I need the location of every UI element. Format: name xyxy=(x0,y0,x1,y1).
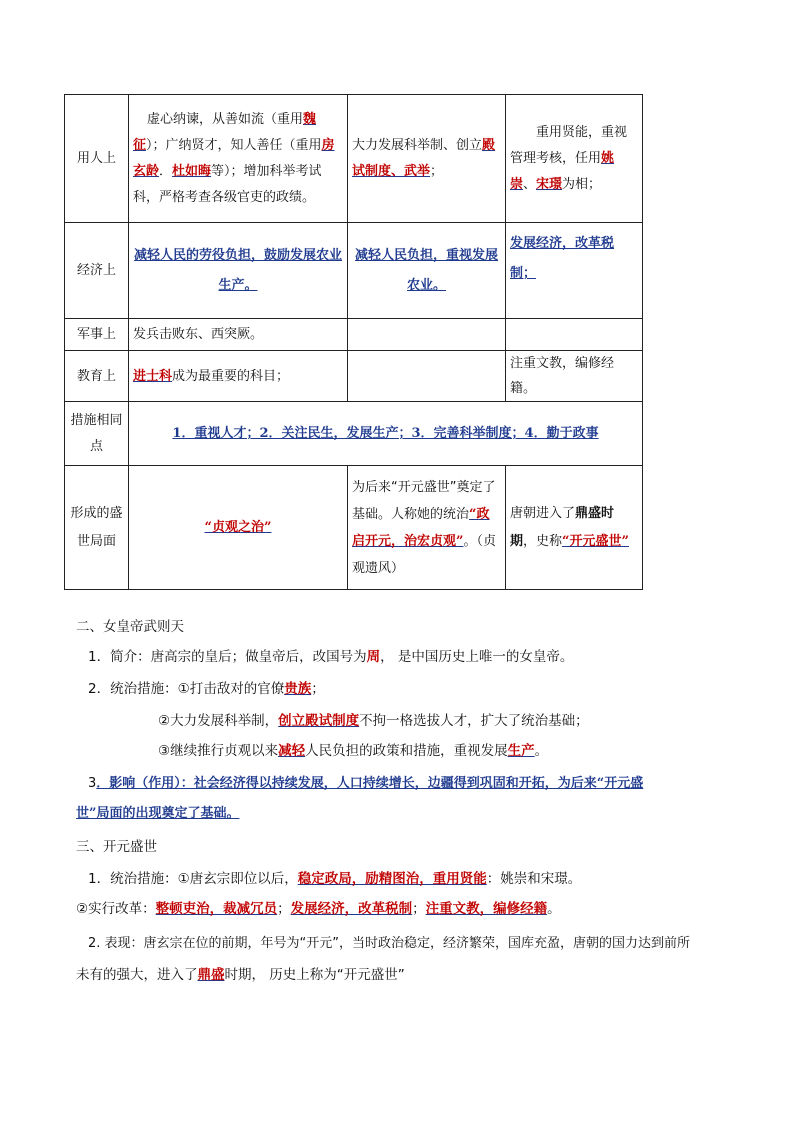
cell-xuanzong-prosperity: 唐朝进入了鼎盛时期，史称“开元盛世” xyxy=(506,466,643,590)
paragraph: 世”局面的出现奠定了基础。 xyxy=(76,806,240,821)
row-head-education: 教育上 xyxy=(65,351,129,402)
highlight-dianshi: 殿试制度、武举 xyxy=(352,137,496,179)
highlight-songjing: 宋璟 xyxy=(536,176,563,192)
cell-taizong-military: 发兵击败东、西突厥。 xyxy=(129,319,348,351)
section-title: 三、开元盛世 xyxy=(76,839,157,855)
paragraph: 2．统治措施：①打击敌对的官僚贵族； xyxy=(88,681,325,697)
table-row xyxy=(65,466,643,590)
paragraph: ②实行改革：整顿吏治，裁减冗员；发展经济，改革税制；注重文教，编修经籍。 xyxy=(76,901,561,917)
cell-xuanzong-military xyxy=(506,319,643,351)
paragraph: 1．简介：唐高宗的皇后；做皇帝后，改国号为周， 是中国历史上唯一的女皇帝。 xyxy=(88,649,574,665)
cell-wuzetian-military xyxy=(348,319,506,351)
cell-xuanzong-economy: 发展经济，改革税制； xyxy=(506,223,643,319)
cell-common-measures: 1．重视人才；2．关注民生，发展生产；3．完善科举制度；4．勤于政事 xyxy=(129,402,643,466)
cell-wuzetian-economy: 减轻人民负担，重视发展农业。 xyxy=(348,223,506,319)
row-head-common-measures: 措施相同点 xyxy=(65,402,129,466)
table-row xyxy=(65,351,643,402)
highlight-weizheng: 魏征 xyxy=(133,111,317,153)
paragraph: 未有的强大，进入了鼎盛时期， 历史上称为“开元盛世” xyxy=(76,967,405,983)
row-head-personnel: 用人上 xyxy=(65,95,129,223)
highlight-fangxuanling: 房玄龄 xyxy=(133,137,335,179)
table-row xyxy=(65,95,643,223)
cell-taizong-prosperity: “贞观之治” xyxy=(129,466,348,590)
section-title: 二、女皇帝武则天 xyxy=(76,619,184,635)
paragraph: ③继续推行贞观以来减轻人民负担的政策和措施，重视发展生产。 xyxy=(158,743,549,759)
cell-wuzetian-personnel: 大力发展科举制、创立殿试制度、武举； xyxy=(348,95,506,223)
cell-wuzetian-prosperity: 为后来“开元盛世”奠定了基础。人称她的统治“政启开元，治宏贞观”。（贞观遗风） xyxy=(348,466,506,590)
table-row xyxy=(65,319,643,351)
comparison-table xyxy=(64,94,643,590)
highlight-duruhui: 杜如晦 xyxy=(172,163,212,179)
row-head-economy: 经济上 xyxy=(65,223,129,319)
highlight-yaochong: 姚崇 xyxy=(510,150,615,192)
table-row xyxy=(65,223,643,319)
row-head-military: 军事上 xyxy=(65,319,129,351)
paragraph: 3．影响（作用）：社会经济得以持续发展，人口持续增长，边疆得到巩固和开拓，为后来“开元盛 xyxy=(88,776,644,791)
cell-taizong-economy: 减轻人民的劳役负担，鼓励发展农业生产。 xyxy=(129,223,348,319)
cell-wuzetian-education xyxy=(348,351,506,402)
paragraph: ②大力发展科举制，创立殿试制度不拘一格选拔人才，扩大了统治基础； xyxy=(158,713,589,729)
cell-xuanzong-personnel: 重用贤能，重视管理考核，任用姚崇、宋璟为相； xyxy=(506,95,643,223)
paragraph: 1．统治措施：①唐玄宗即位以后，稳定政局，励精图治，重用贤能：姚崇和宋璟。 xyxy=(88,871,582,887)
paragraph: 2. 表现：唐玄宗在位的前期，年号为“开元”，当时政治稳定，经济繁荣，国库充盈，唐朝的国力达到前所 xyxy=(88,936,691,951)
cell-xuanzong-education: 注重文教，编修经籍。 xyxy=(506,351,643,402)
row-head-prosperity: 形成的盛世局面 xyxy=(65,466,129,590)
cell-taizong-education: 进士科成为最重要的科目； xyxy=(129,351,348,402)
cell-taizong-personnel: 虚心纳谏，从善如流（重用魏征）；广纳贤才，知人善任（重用房玄龄．杜如晦等）；增加科举考试科，严格考查各级官吏的政绩。 xyxy=(129,95,348,223)
table-row xyxy=(65,402,643,466)
